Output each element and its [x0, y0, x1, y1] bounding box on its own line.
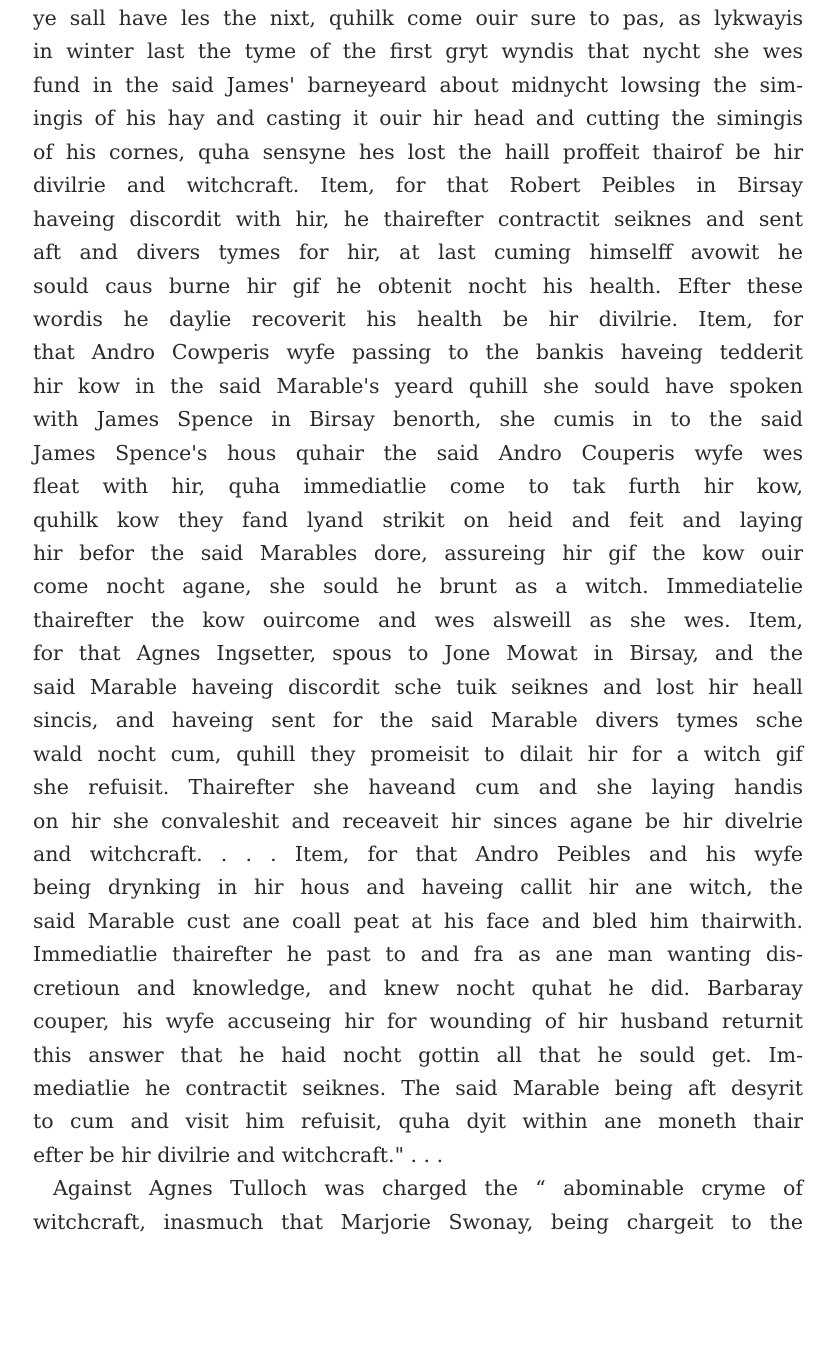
text-line: couper, his wyfe accuseing hir for wounding of hir husband returnit	[33, 1009, 803, 1034]
text-line: ingis of his hay and casting it ouir hir head and cutting the simingis	[33, 106, 803, 131]
paragraph-charges-against-marable	[33, 2, 803, 1172]
text-line: sould caus burne hir gif he obtenit nocht his health. Efter these	[33, 273, 803, 298]
text-line: hir kow in the said Marable's yeard quhill she sould have spoken	[33, 373, 803, 398]
text-line: she refuisit. Thairefter she haveand cum and she laying handis	[33, 775, 803, 800]
text-line: quhilk kow they fand lyand strikit on heid and feit and laying	[33, 507, 803, 532]
text-line: Immediatlie thairefter he past to and fra as ane man wanting dis-	[33, 942, 803, 967]
text-line: and witchcraft. . . . Item, for that Andro Peibles and his wyfe	[33, 841, 803, 866]
text-line: in winter last the tyme of the first gryt wyndis that nycht she wes	[33, 39, 803, 64]
text-line: of his cornes, quha sensyne hes lost the haill proffeit thairof be hir	[33, 139, 803, 164]
text-line: on hir she convaleshit and receaveit hir sinces agane be hir divelrie	[33, 808, 803, 833]
text-line: mediatlie he contractit seiknes. The said Marable being aft desyrit	[33, 1076, 803, 1100]
text-line: James Spence's hous quhair the said Andro Couperis wyfe wes	[33, 440, 803, 465]
text-line: fleat with hir, quha immediatlie come to tak furth hir kow,	[33, 474, 803, 499]
text-line: said Marable cust ane coall peat at his face and bled him thairwith.	[33, 908, 803, 933]
text-line: wordis he daylie recoverit his health be hir divilrie. Item, for	[33, 306, 803, 331]
text-line: aft and divers tymes for hir, at last cuming himselff avowit he	[33, 240, 803, 265]
text-line: said Marable haveing discordit sche tuik seiknes and lost hir heall	[33, 674, 803, 699]
text-line: hir befor the said Marables dore, assureing hir gif the kow ouir	[33, 541, 803, 565]
text-line: fund in the said James' barneyeard about midnycht lowsing the sim-	[33, 72, 803, 97]
text-line: sincis, and haveing sent for the said Marable divers tymes sche	[33, 708, 803, 733]
text-line: this answer that he haid nocht gottin all that he sould get. Im-	[33, 1042, 803, 1067]
text-line: divilrie and witchcraft. Item, for that Robert Peibles in Birsay	[33, 173, 803, 198]
text-line: cretioun and knowledge, and knew nocht quhat he did. Barbaray	[33, 975, 803, 1000]
text-line: haveing discordit with hir, he thairefter contractit seiknes and sent	[33, 206, 803, 231]
text-line: efter be hir divilrie and witchcraft." . . .	[33, 1142, 444, 1167]
text-line: thairefter the kow ouircome and wes alsweill as she wes. Item,	[33, 607, 803, 632]
text-line: Against Agnes Tulloch was charged the “ abominable cryme of	[53, 1176, 803, 1201]
text-line: wald nocht cum, quhill they promeisit to dilait hir for a witch gif	[33, 741, 803, 766]
text-line: come nocht agane, she sould he brunt as a witch. Immediatelie	[33, 574, 803, 599]
text-line: with James Spence in Birsay benorth, she cumis in to the said	[33, 407, 803, 432]
text-line: for that Agnes Ingsetter, spous to Jone Mowat in Birsay, and the	[33, 641, 803, 666]
paragraph-charges-against-agnes-tulloch	[33, 1172, 803, 1239]
text-line: to cum and visit him refuisit, quha dyit within ane moneth thair	[33, 1109, 803, 1134]
text-line: ye sall have les the nixt, quhilk come ouir sure to pas, as lykwayis	[33, 6, 803, 30]
page-body	[33, 2, 803, 1239]
text-line: witchcraft, inasmuch that Marjorie Swonay, being chargeit to the	[33, 1209, 803, 1234]
text-line: being drynking in hir hous and haveing callit hir ane witch, the	[33, 875, 803, 900]
text-line: that Andro Cowperis wyfe passing to the bankis haveing tedderit	[33, 340, 803, 365]
